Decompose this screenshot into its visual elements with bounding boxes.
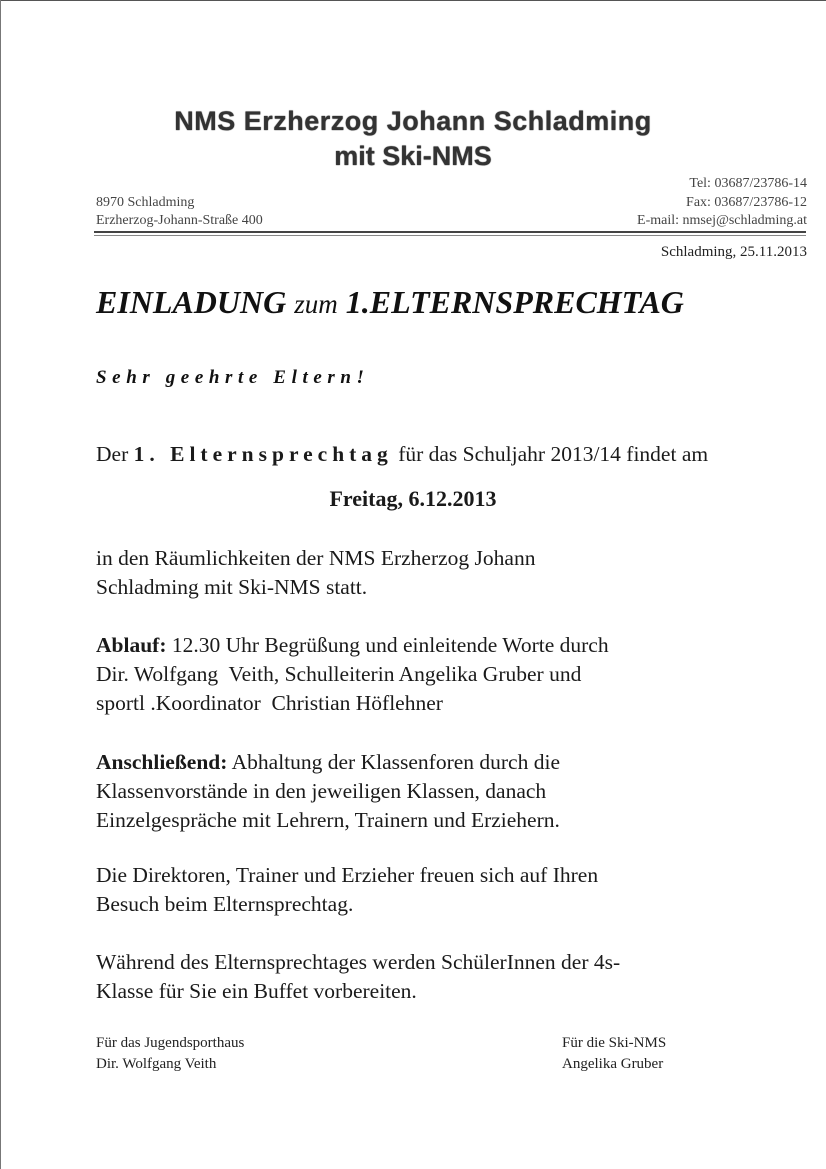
intro-prefix: Der xyxy=(96,442,129,466)
address-city: 8970 Schladming xyxy=(96,195,195,210)
intro-event-name: 1. Elternsprechtag xyxy=(133,442,393,466)
headline-einladung: EINLADUNG xyxy=(96,284,287,320)
location-line-1: in den Räumlichkeiten der NMS Erzherzog Johann xyxy=(96,546,536,570)
letterhead-rule-thin xyxy=(94,235,806,236)
ablauf-line-1: 12.30 Uhr Begrüßung und einleitende Worte durch xyxy=(171,633,609,657)
signature-left-person: Dir. Wolfgang Veith xyxy=(96,1056,217,1072)
buffet-line-2: Klasse für Sie ein Buffet vorbereiten. xyxy=(96,979,417,1003)
contact-fax: Fax: 03687/23786-12 xyxy=(686,195,807,210)
contact-email: E-mail: nmsej@schladming.at xyxy=(637,213,807,228)
anschliessend-line-3: Einzelgespräche mit Lehrern, Trainern und Erziehern. xyxy=(96,808,560,832)
paragraph-buffet xyxy=(96,948,620,1006)
headline-zum: zum xyxy=(294,289,338,319)
letterhead-rule xyxy=(94,231,806,233)
school-name: NMS Erzherzog Johann Schladming xyxy=(174,106,652,136)
direktoren-line-2: Besuch beim Elternsprechtag. xyxy=(96,892,354,916)
headline xyxy=(96,284,684,321)
direktoren-line-1: Die Direktoren, Trainer und Erzieher freuen sich auf Ihren xyxy=(96,863,599,887)
paragraph-ablauf xyxy=(96,631,609,718)
anschliessend-label: Anschließend: xyxy=(96,750,228,774)
signature-right-person: Angelika Gruber xyxy=(562,1056,664,1072)
signature-right xyxy=(562,1033,666,1075)
signature-left xyxy=(96,1033,244,1075)
letter-date: Schladming, 25.11.2013 xyxy=(660,244,807,260)
ablauf-label: Ablauf: xyxy=(96,633,167,657)
buffet-line-1: Während des Elternsprechtages werden SchülerInnen der 4s- xyxy=(96,950,621,974)
signature-right-org: Für die Ski-NMS xyxy=(562,1035,667,1051)
paragraph-location xyxy=(96,544,535,602)
ablauf-line-3: sportl .Koordinator Christian Höflehner xyxy=(96,691,443,715)
anschliessend-line-2: Klassenvorstände in den jeweiligen Klassen, danach xyxy=(96,779,547,803)
location-line-2: Schladming mit Ski-NMS statt. xyxy=(96,575,368,599)
salutation: Sehr geehrte Eltern! xyxy=(96,367,370,388)
intro-suffix: für das Schuljahr 2013/14 findet am xyxy=(398,442,709,466)
address-street: Erzherzog-Johann-Straße 400 xyxy=(96,213,263,228)
anschliessend-line-1: Abhaltung der Klassenforen durch die xyxy=(231,750,560,774)
page-edge-top xyxy=(0,0,826,1)
paragraph-anschliessend xyxy=(96,748,560,835)
paragraph-intro xyxy=(96,440,708,469)
signature-left-org: Für das Jugendsporthaus xyxy=(96,1035,245,1051)
page-edge-left xyxy=(0,0,1,1169)
paragraph-direktoren xyxy=(96,861,598,919)
event-date: Freitag, 6.12.2013 xyxy=(329,486,497,511)
headline-elternsprechtag: 1.ELTERNSPRECHTAG xyxy=(345,284,684,320)
contact-tel: Tel: 03687/23786-14 xyxy=(689,176,807,191)
ablauf-line-2: Dir. Wolfgang Veith, Schulleiterin Angelika Gruber und xyxy=(96,662,582,686)
school-subtitle: mit Ski-NMS xyxy=(334,141,492,171)
